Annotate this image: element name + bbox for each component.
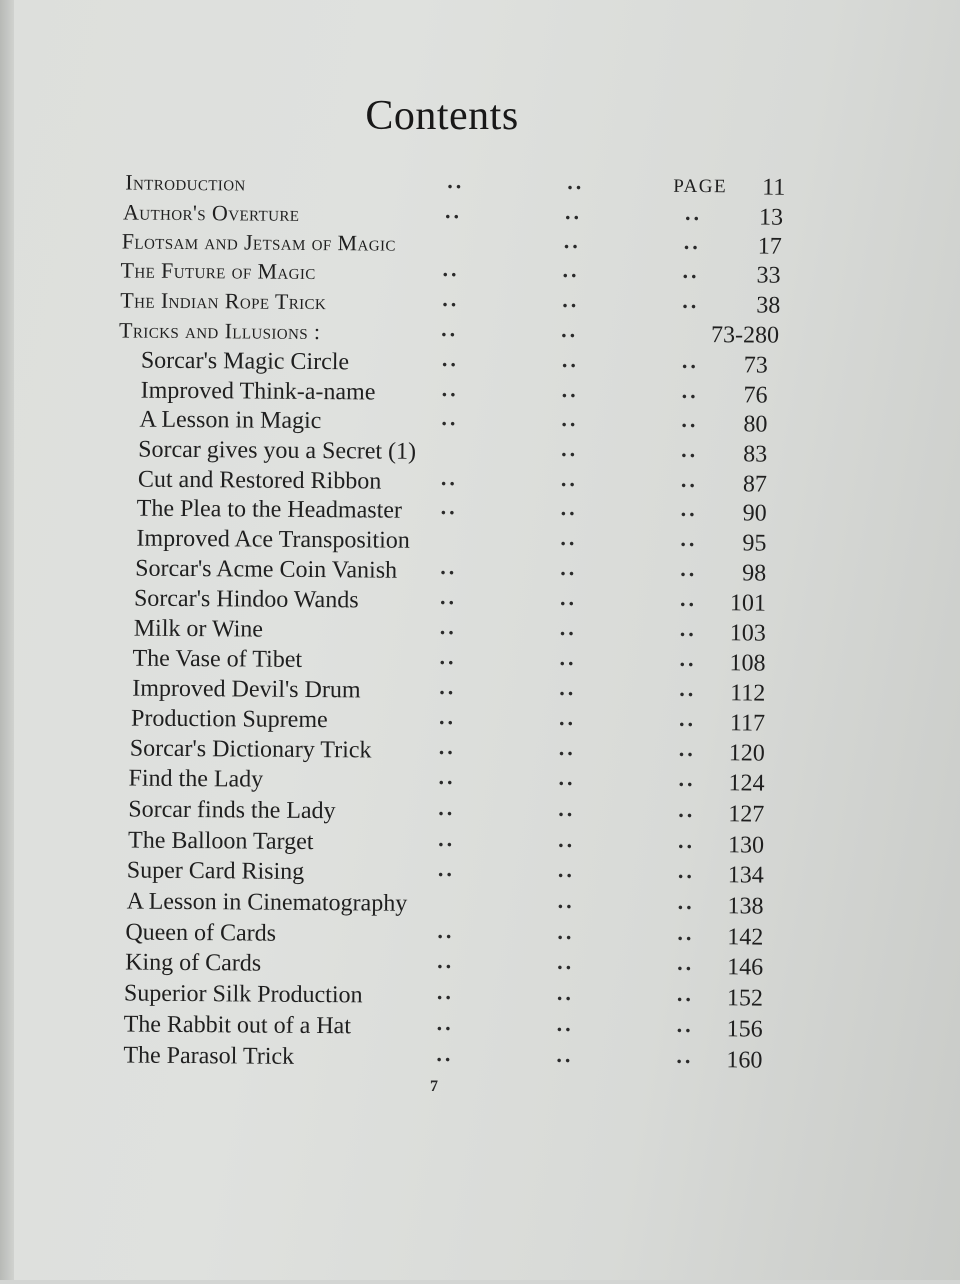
leader-dots: .. [559,674,577,701]
leader-dots: .. [567,168,585,195]
toc-entry-page: 38 [756,292,781,319]
leader-dots: .. [560,554,578,581]
toc-entry-title: The Indian Rope Trick [120,287,327,315]
toc-entry-page: 124 [728,770,765,797]
toc-entry-title: Improved Think-a-name [140,377,376,406]
leader-dots: .. [560,494,578,521]
toc-entry-title: Sorcar's Hindoo Wands [133,585,359,614]
page-number: 7 [430,1078,438,1095]
leader-dots: .. [557,918,575,945]
leader-dots: .. [562,256,580,283]
leader-dots: .. [558,704,577,731]
toc-entry-title: Sorcar's Dictionary Trick [129,735,372,764]
toc-entry-title: The Vase of Tibet [132,645,303,673]
toc-entry-page: 101 [729,590,767,617]
toc-entry-title: Milk or Wine [133,615,264,643]
leader-dots: .. [441,346,459,372]
leader-dots: .. [558,795,576,822]
leader-dots: .. [562,286,580,313]
toc-entry [139,405,767,440]
toc-entry-page: 108 [729,650,766,677]
toc-entry-title: Improved Devil's Drum [132,675,361,704]
leader-dots: .. [560,465,579,492]
toc-entry-page: 112 [730,680,766,707]
toc-entry-title: Sorcar gives you a Secret (1) [138,436,417,465]
toc-entry-page: 73-280 [710,322,780,349]
leader-dots: .. [436,978,455,1005]
toc-entry-title: King of Cards [125,949,262,977]
toc-entry-title: Cut and Restored Ribbon [137,466,382,495]
leader-dots: .. [561,376,579,403]
leader-dots: .. [561,316,579,343]
page-column-label: PAGE [673,175,728,198]
leader-dots: .. [678,765,696,792]
toc-entry-page: 134 [727,862,764,889]
toc-entry-page: 127 [728,801,765,828]
leader-dots: .. [679,645,697,672]
leader-dots: .. [678,796,696,823]
leader-dots: .. [437,855,455,882]
leader-dots: .. [438,763,456,790]
leader-dots: .. [681,377,699,404]
leader-dots: .. [677,888,695,915]
leader-dots: .. [439,584,458,610]
leader-dots: .. [681,436,699,463]
leader-dots: .. [561,405,579,432]
leader-dots: .. [436,1040,454,1067]
toc-entry-title: Sorcar finds the Lady [128,796,336,825]
toc-entry-page: 103 [729,620,766,647]
leader-dots: .. [558,764,576,791]
toc-entry-title: A Lesson in Magic [139,406,322,435]
toc-entry-page: 130 [727,832,765,859]
leader-dots: .. [438,825,456,852]
leader-dots: .. [557,887,575,914]
leader-dots: .. [681,347,699,374]
leader-dots: .. [438,703,457,730]
toc-entry-title: A Lesson in Cinematography [126,888,408,917]
toc-entry-title: Flotsam and Jetsam of Magic [121,228,396,256]
toc-entry-page: 138 [727,893,764,920]
leader-dots: .. [437,947,455,974]
toc-entry-title: Introduction [125,169,246,196]
toc-entry-title: The Balloon Target [127,827,314,856]
leader-dots: .. [680,525,698,552]
leader-dots: .. [439,643,457,670]
leader-dots: .. [557,948,575,975]
leader-dots: .. [558,734,576,761]
leader-dots: .. [444,198,463,224]
leader-dots: .. [677,919,695,946]
toc-entry-title: Sorcar's Acme Coin Vanish [135,555,398,584]
toc-entry-title: Superior Silk Production [123,980,363,1009]
leader-dots: .. [557,856,575,883]
toc-entry-page: 152 [726,985,763,1012]
leader-dots: .. [556,1041,574,1068]
leader-dots: .. [678,827,696,854]
leader-dots: .. [676,980,695,1007]
toc-entry-title: Sorcar's Magic Circle [140,347,350,376]
leader-dots: .. [558,826,576,853]
toc-entry-page: 87 [742,471,768,498]
leader-dots: .. [438,733,456,760]
leader-dots: .. [441,405,459,431]
toc-entry-page: 90 [742,500,767,527]
toc-entry-page: 83 [743,441,768,468]
toc-entry-page: 156 [726,1016,763,1043]
leader-dots: .. [559,644,577,671]
toc-entry-title: Production Supreme [130,705,328,734]
toc-entry-page: 13 [758,204,784,231]
toc-entry-title: The Parasol Trick [123,1042,295,1070]
page-title: Contents [365,93,519,139]
toc-entry-title: Find the Lady [128,765,264,793]
leader-dots: .. [440,494,458,520]
leader-dots: .. [679,615,697,642]
leader-dots: .. [680,466,699,493]
leader-dots: .. [447,168,465,194]
leader-dots: .. [680,495,698,522]
toc-entry-page: 73 [743,352,768,379]
leader-dots: .. [677,949,695,976]
leader-dots: .. [441,316,459,342]
toc-entry-page: 17 [757,233,782,260]
leader-dots: .. [682,257,700,284]
leader-dots: .. [682,287,700,314]
toc-entry-page: 117 [729,710,766,737]
leader-dots: .. [559,584,578,611]
leader-dots: .. [679,585,698,612]
leader-dots: .. [437,917,455,944]
toc-entry-title: The Future of Magic [120,257,316,285]
toc-entry-page: 95 [742,530,767,557]
leader-dots: .. [439,613,457,640]
leader-dots: .. [676,1042,694,1069]
leader-dots: .. [436,1009,454,1036]
toc-entry [123,1041,762,1076]
leader-dots: .. [676,1011,694,1038]
toc-entry-title: Queen of Cards [125,919,277,947]
toc-entry-page: 160 [726,1047,763,1074]
leader-dots: .. [556,1010,574,1037]
leader-dots: .. [564,198,583,225]
toc-entry-page: 146 [727,954,764,981]
leader-dots: .. [680,555,698,582]
leader-dots: .. [679,675,697,702]
toc-entry [137,494,767,529]
leader-dots: .. [563,227,581,254]
leader-dots: .. [560,524,578,551]
toc-entry-page: 76 [743,382,768,409]
leader-dots: .. [442,286,460,312]
leader-dots: .. [678,705,697,732]
toc-entry-title: Improved Ace Transposition [136,525,410,554]
toc-entry-page: 120 [728,740,765,767]
toc-entry-page: 11 [762,174,786,201]
toc-entry-page: 33 [756,262,781,289]
leader-dots: .. [684,199,703,226]
leader-dots: .. [440,465,459,491]
toc-entry-title: Author's Overture [122,199,300,226]
toc-entry-title: The Plea to the Headmaster [136,495,403,524]
toc-entry-page: 142 [727,924,764,951]
leader-dots: .. [677,857,695,884]
leader-dots: .. [441,376,459,402]
leader-dots: .. [681,406,699,433]
toc-entry-title: Tricks and Illusions : [119,317,321,345]
leader-dots: .. [439,673,457,700]
leader-dots: .. [559,614,577,641]
leader-dots: .. [561,435,579,462]
leader-dots: .. [561,346,579,373]
toc-entry-page: 98 [742,560,767,587]
toc-entry [127,856,764,891]
leader-dots: .. [438,794,456,821]
toc-entry-page: 80 [743,411,768,438]
leader-dots: .. [678,735,696,762]
toc-entry-title: Super Card Rising [126,857,305,885]
leader-dots: .. [440,554,458,580]
leader-dots: .. [683,228,701,255]
leader-dots: .. [556,979,575,1006]
toc-entry-title: The Rabbit out of a Hat [123,1011,352,1040]
leader-dots: .. [442,256,460,282]
